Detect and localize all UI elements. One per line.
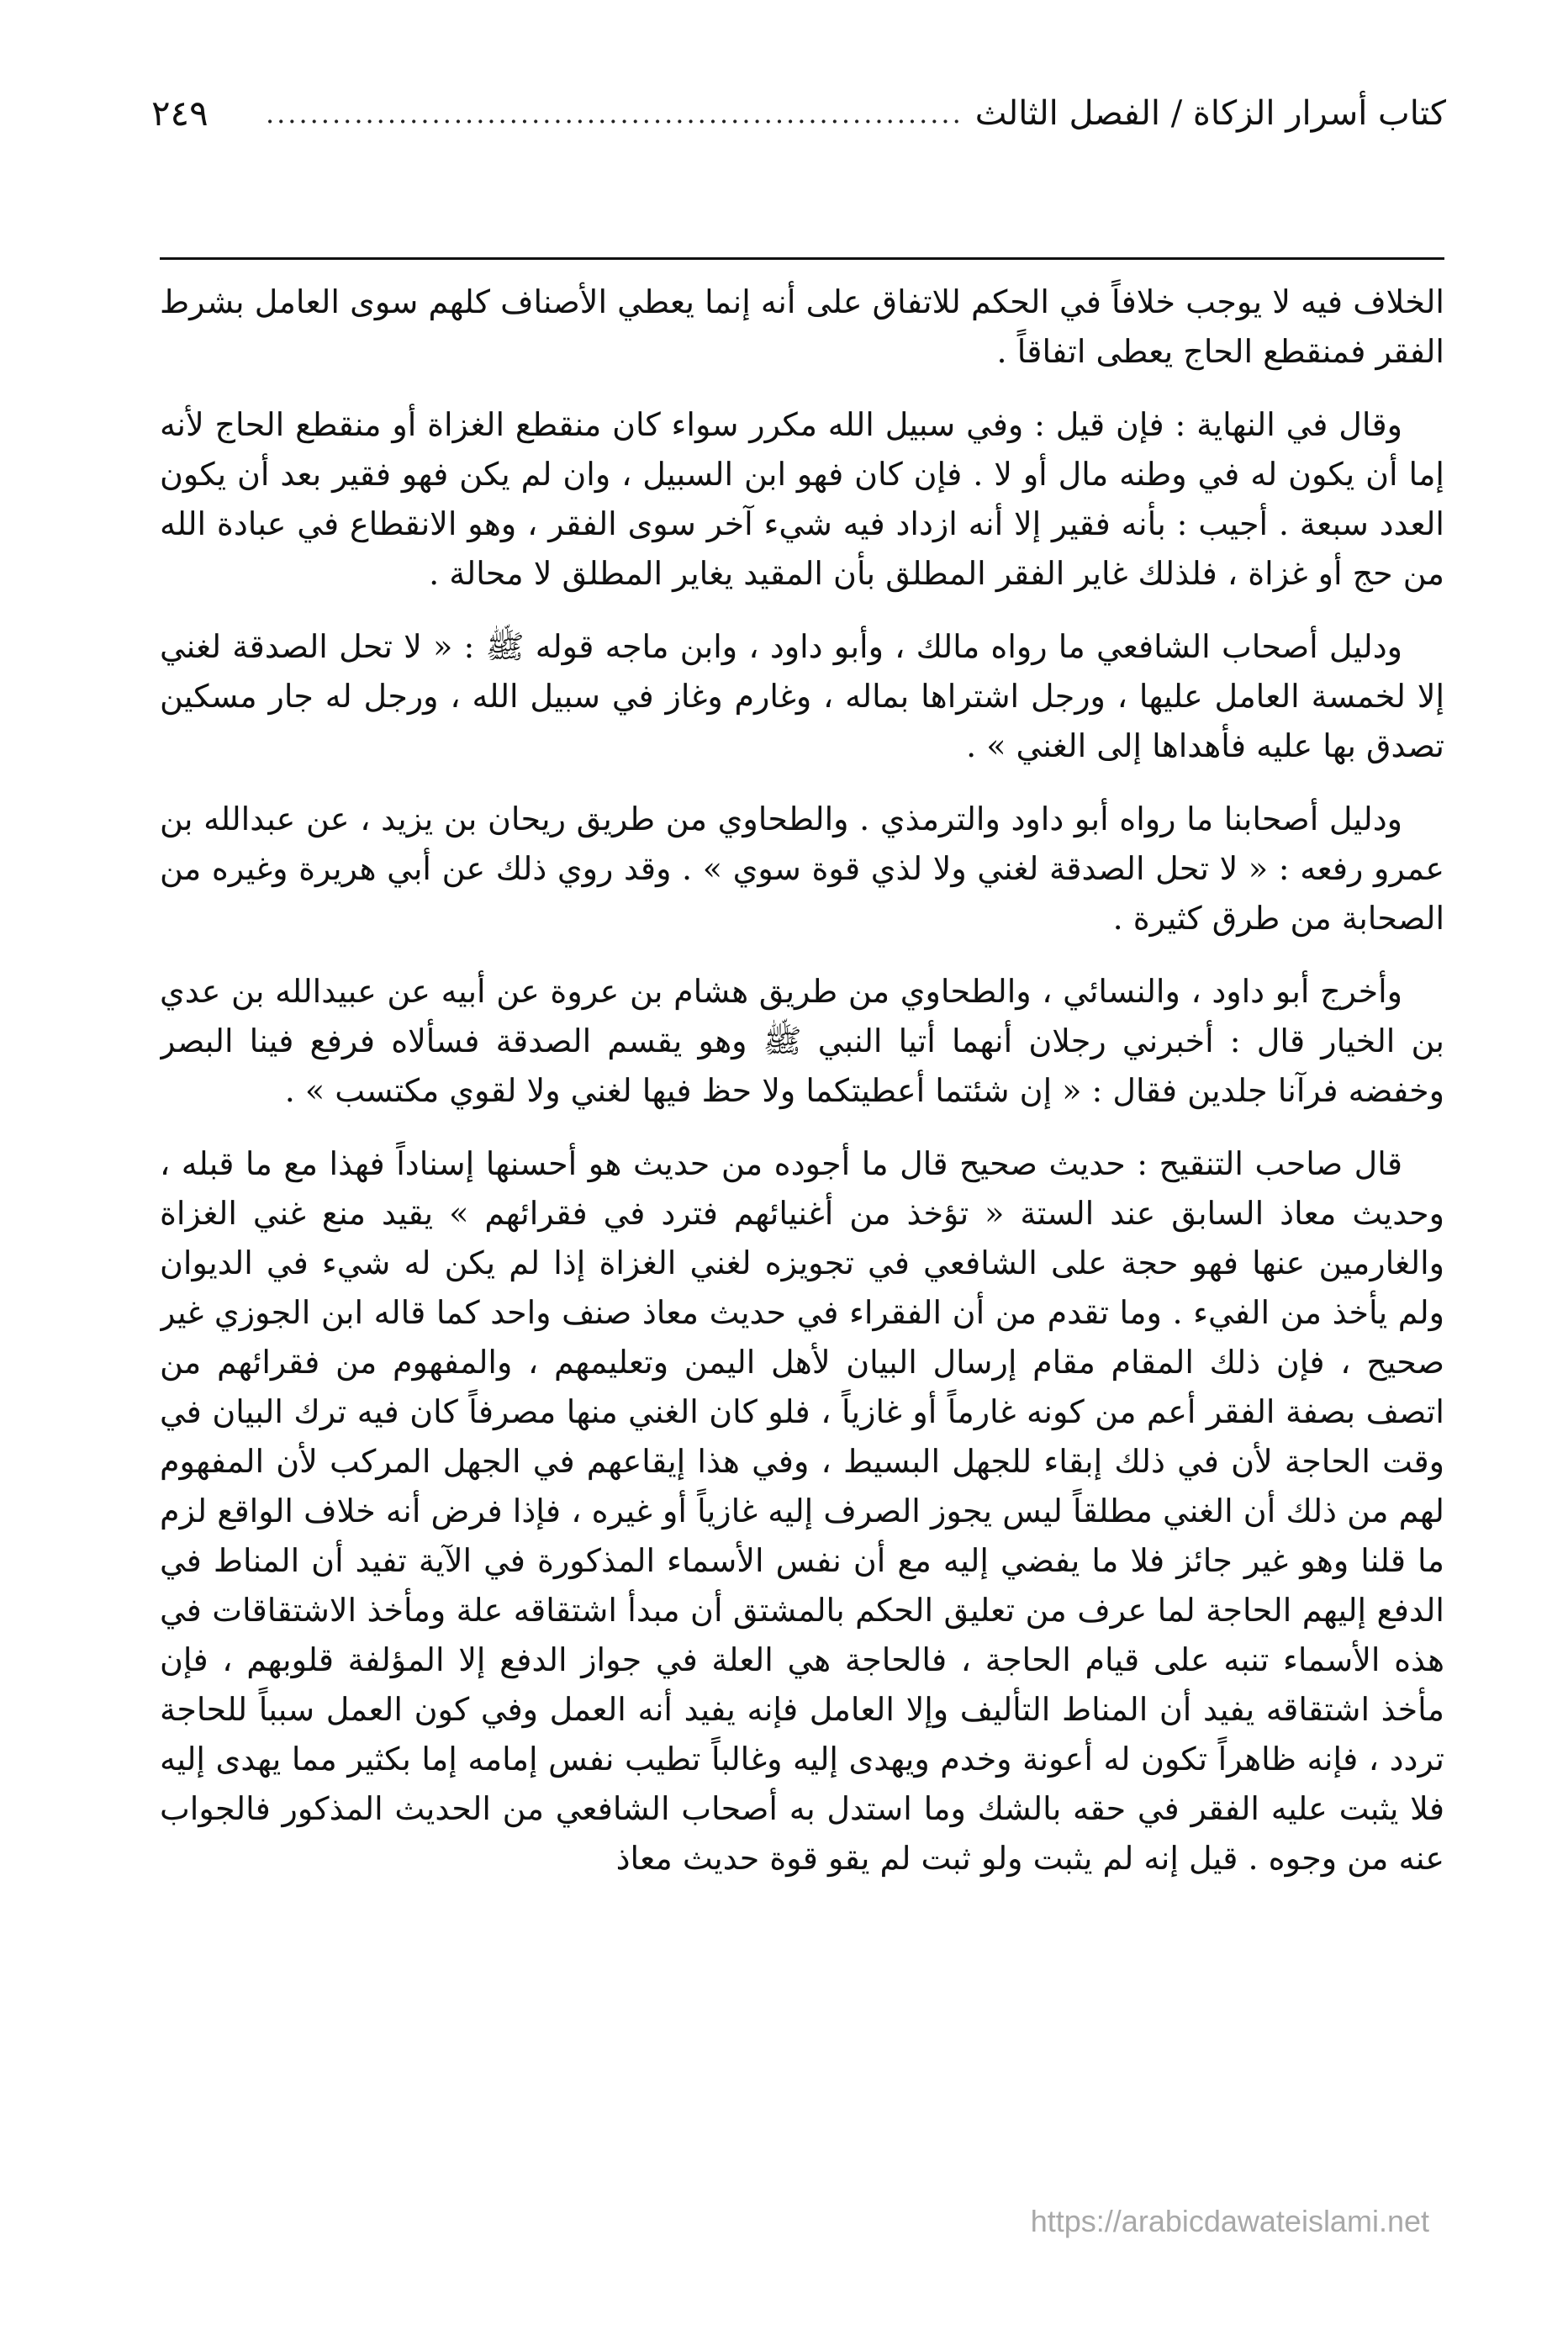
paragraph-shafii-evidence: ودليل أصحاب الشافعي ما رواه مالك ، وأبو داود ، وابن ماجه قوله ﷺ : « لا تحل الصدقة لغني إلا لخمسة العامل عليها ، ورجل اشتراها بماله ، وغارم وغاز في سبيل الله ، ورجل له جار مسكين تصدق بها عليه فأهداها إلى الغني » . — [160, 628, 1444, 764]
running-title: كتاب أسرار الزكاة / الفصل الثالث — [974, 94, 1446, 133]
paragraph-abu-dawud-narration: وأخرج أبو داود ، والنسائي ، والطحاوي من طريق هشام بن عروة عن أبيه عن عبيدالله بن عدي بن الخيار قال : أخبرني رجلان أنهما أتيا النبي ﷺ وهو يقسم الصدقة فسألاه فرفع فينا البصر وخفضه فرآنا جلدين فقال : « إن شئتما أعطيتكما ولا حظ فيها لغني ولا لقوي مكتسب » . — [160, 973, 1444, 1109]
paragraph-continuation: الخلاف فيه لا يوجب خلافاً في الحكم للاتفاق على أنه إنما يعطي الأصناف كلهم سوى العامل بشرط الفقر فمنقطع الحاج يعطى اتفاقاً . — [160, 283, 1444, 370]
paragraph-hanafi-evidence: ودليل أصحابنا ما رواه أبو داود والترمذي . والطحاوي من طريق ريحان بن يزيد ، عن عبدالله بن عمرو رفعه : « لا تحل الصدقة لغني ولا لذي قوة سوي » . وقد روي ذلك عن أبي هريرة وغيره من الصحابة من طرق كثيرة . — [160, 800, 1444, 937]
body-text — [160, 277, 1444, 2178]
dot-leader: ............................................................... — [265, 98, 964, 129]
page-number: ٢٤٩ — [151, 92, 209, 134]
header-rule — [160, 257, 1444, 260]
paragraph-nihaya: وقال في النهاية : فإن قيل : وفي سبيل الله مكرر سواء كان منقطع الغزاة أو منقطع الحاج لأنه إما أن يكون له في وطنه مال أو لا . فإن كان فهو ابن السبيل ، وان لم يكن فهو فقير بعد أن يكون العدد سبعة . أجيب : بأنه فقير إلا أنه ازداد فيه شيء آخر سوى الفقر ، وهو الانقطاع في عبادة الله من حج أو غزاة ، فلذلك غاير الفقر المطلق بأن المقيد يغاير المطلق لا محالة . — [160, 406, 1444, 592]
page-header — [151, 84, 1446, 143]
site-watermark: https://arabicdawateislami.net — [1030, 2204, 1429, 2238]
paragraph-tanqih-commentary: قال صاحب التنقيح : حديث صحيح قال ما أجوده من حديث هو أحسنها إسناداً فهذا مع ما قبله ، وحديث معاذ السابق عند الستة « تؤخذ من أغنيائهم فترد في فقرائهم » يقيد منع غني الغزاة والغارمين عنها فهو حجة على الشافعي في تجويزه لغني الغزاة إذا لم يكن له شيء في الديوان ولم يأخذ من الفيء . وما تقدم من أن الفقراء في حديث معاذ صنف واحد كما قاله ابن الجوزي غير صحيح ، فإن ذلك المقام مقام إرسال البيان لأهل اليمن وتعليمهم ، والمفهوم من فقرائهم من اتصف بصفة الفقر أعم من كونه غارماً أو غازياً ، فلو كان الغني منها مصرفاً كان فيه ترك البيان في وقت الحاجة لأن في ذلك إبقاء للجهل البسيط ، وفي هذا إيقاعهم في الجهل المركب لأن المفهوم لهم من ذلك أن الغني مطلقاً ليس يجوز الصرف إليه غازياً أو غيره ، فإذا فرض أنه خلاف الواقع لزم ما قلنا وهو غير جائز فلا ما يفضي إليه مع أن نفس الأسماء المذكورة في الآية تفيد أن المناط في الدفع إليهم الحاجة لما عرف من تعليق الحكم بالمشتق أن مبدأ اشتقاقه علة ومأخذ الاشتقاقات في هذه الأسماء تنبه على قيام الحاجة ، فالحاجة هي العلة في جواز الدفع إلا المؤلفة قلوبهم ، فإن مأخذ اشتقاقه يفيد أن المناط التأليف وإلا العامل فإنه يفيد أنه العمل وفي كون العمل سبباً للحاجة تردد ، فإنه ظاهراً تكون له أعونة وخدم ويهدى إليه وغالباً تطيب نفس إمامه إما بكثير مما يهدى إليه فلا يثبت عليه الفقر في حقه بالشك وما استدل به أصحاب الشافعي من الحديث المذكور فالجواب عنه من وجوه . قيل إنه لم يثبت ولو ثبت لم يقو قوة حديث معاذ — [160, 1145, 1444, 1877]
